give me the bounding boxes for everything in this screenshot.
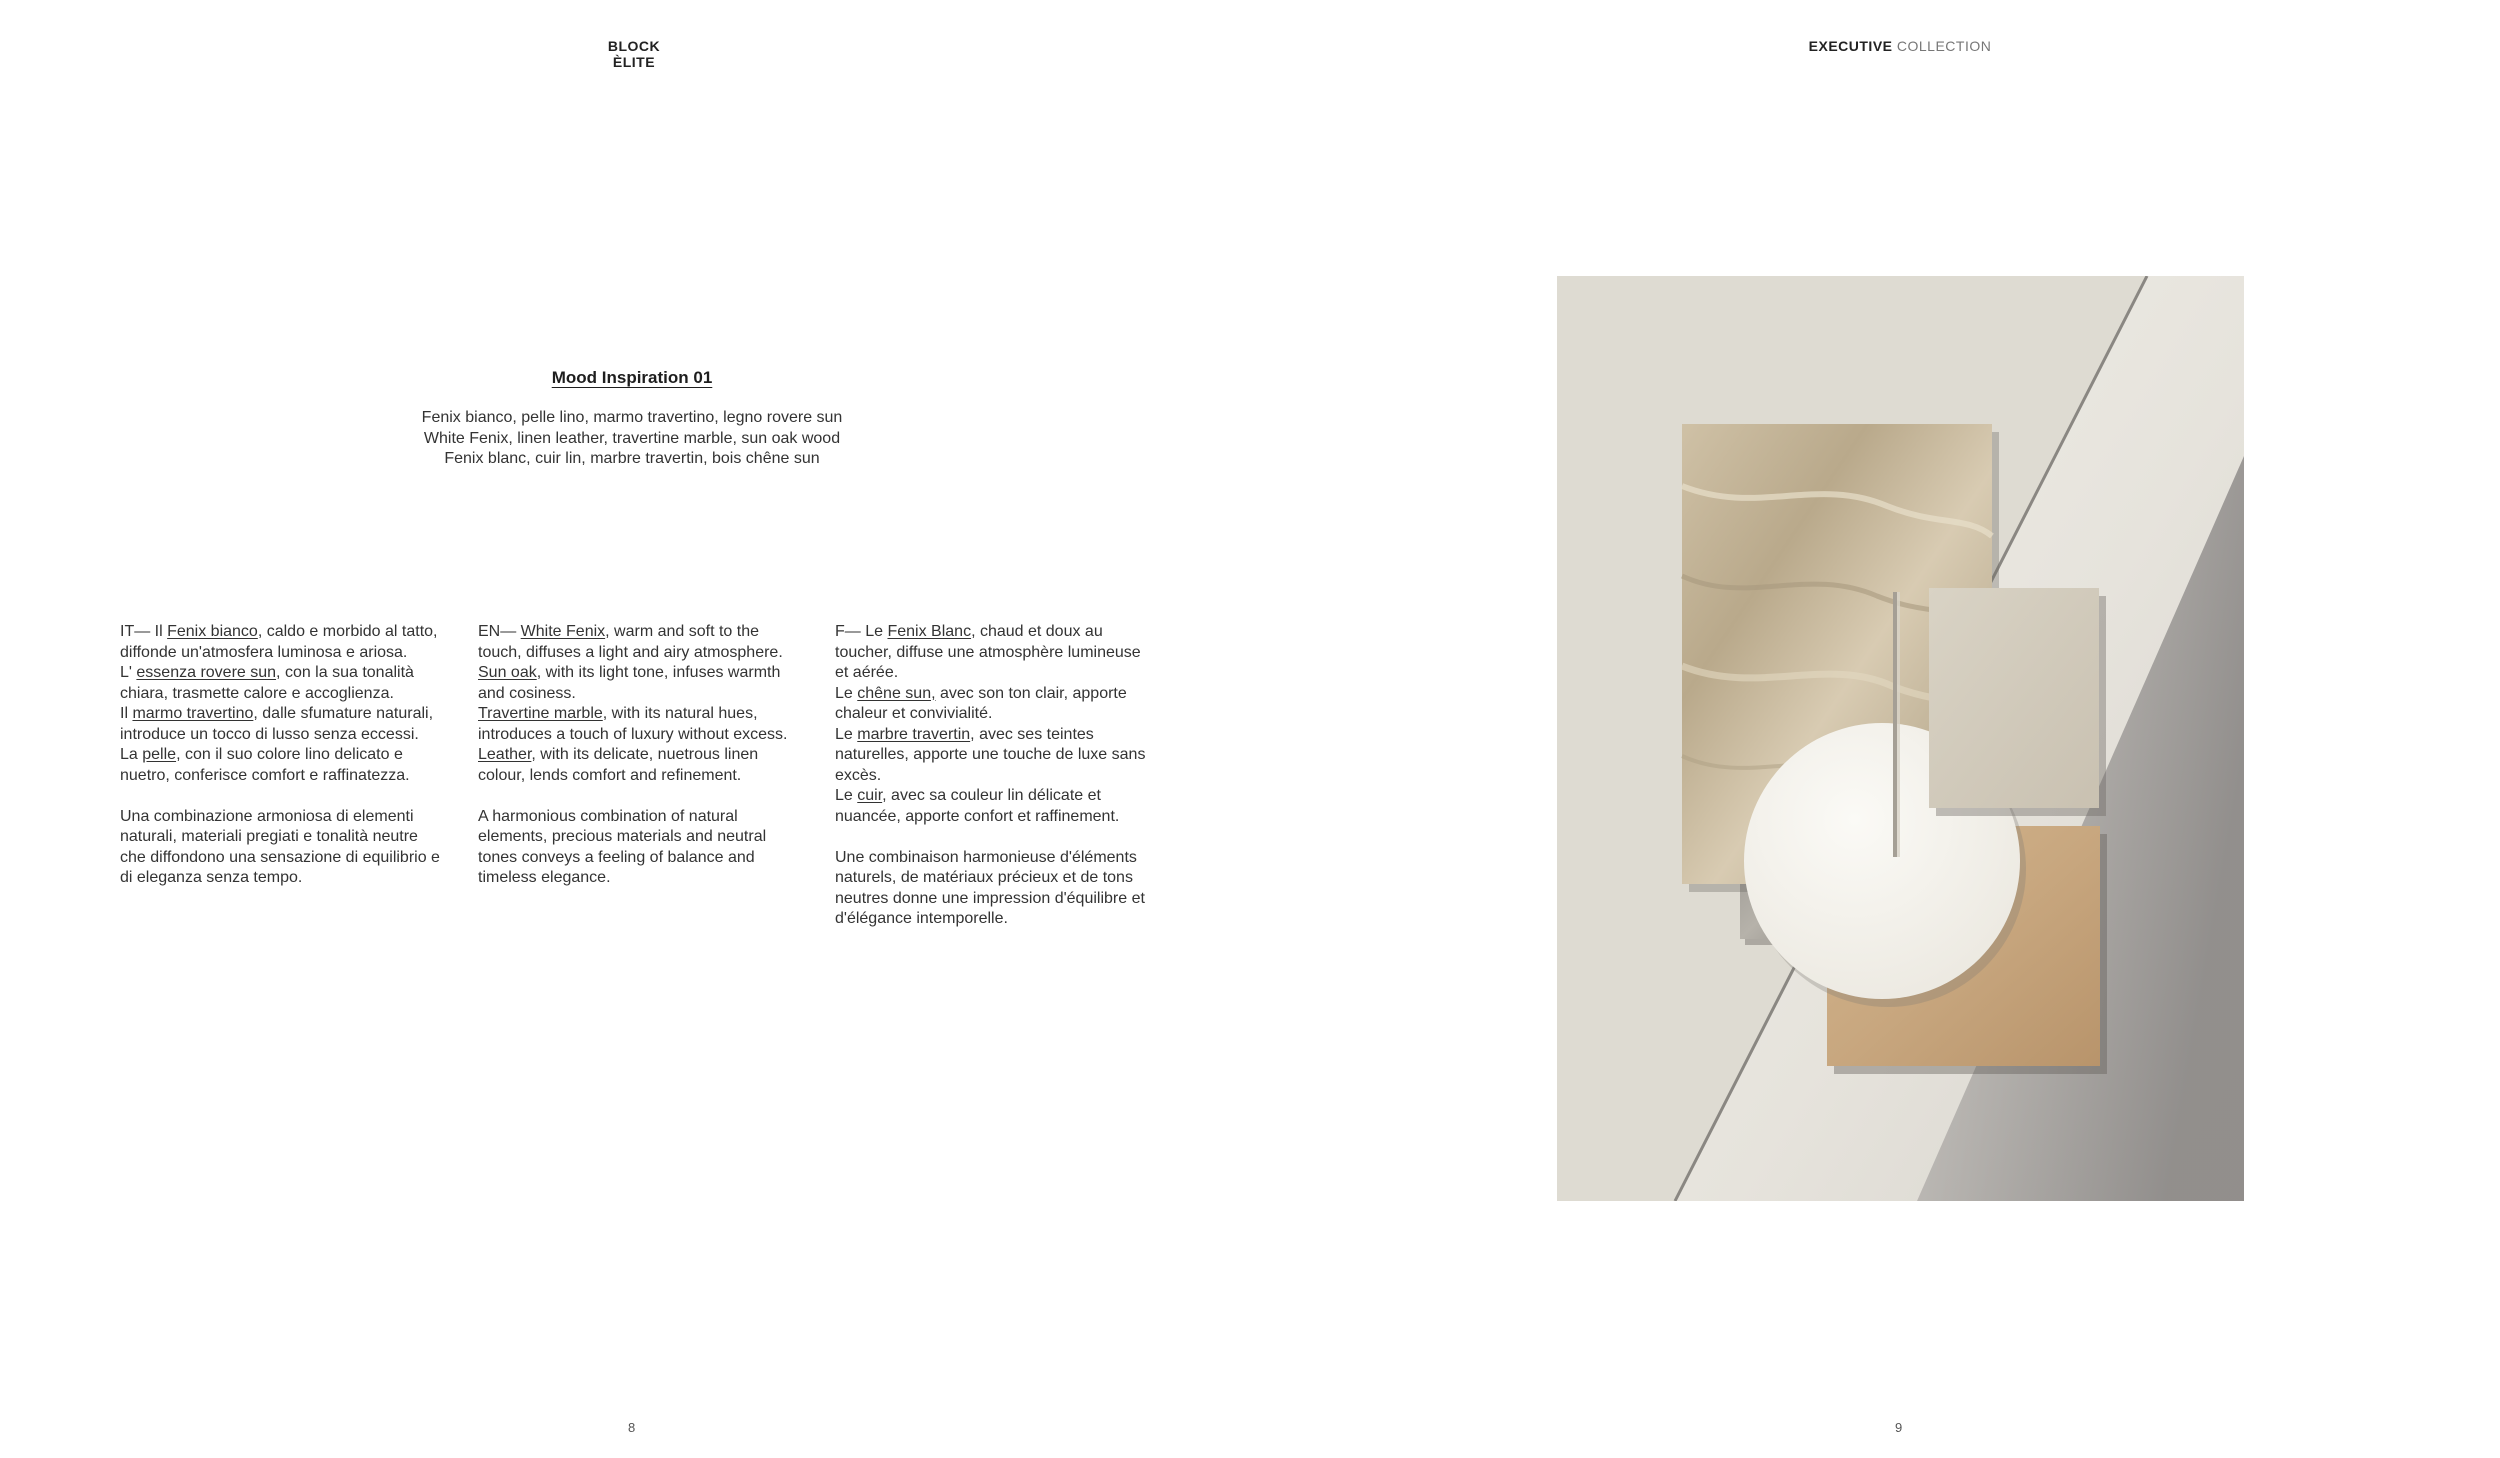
column-french xyxy=(835,622,1155,930)
collection-name-bold: EXECUTIVE xyxy=(1808,38,1893,54)
mood-line-en: White Fenix, linen leather, travertine marble, sun oak wood xyxy=(423,429,841,447)
fr-text: , avec ses teintes naturelles, apporte une touche de luxe sans excès. xyxy=(835,725,1146,784)
it-material-link: Fenix bianco xyxy=(167,623,258,640)
en-text: EN— xyxy=(478,623,521,640)
page-number-right: 9 xyxy=(1895,1420,1903,1435)
metal-rod xyxy=(1893,592,1897,857)
column-english xyxy=(478,622,798,889)
fr-text: Le xyxy=(835,725,858,743)
it-text: , caldo e morbido al tatto, diffonde un'atmosfera luminosa e ariosa. xyxy=(120,623,438,661)
fr-material-link: chêne sun, xyxy=(857,684,936,702)
fr-text: Le xyxy=(835,787,858,804)
en-material-link: Travertine marble xyxy=(478,705,603,722)
fr-material-link: Fenix Blanc xyxy=(887,623,972,640)
it-text: L' xyxy=(120,664,137,681)
it-text: IT— Il xyxy=(120,623,168,640)
en-text: , with its natural hues, introduces a touch of luxury without excess. xyxy=(478,705,788,743)
column-italian xyxy=(120,622,440,889)
it-text: , con la sua tonalità chiara, trasmette calore e accoglienza. xyxy=(120,664,414,702)
it-text: , con il suo colore lino delicato e nuetro, conferisce comfort e raffinatezza. xyxy=(120,746,410,784)
mood-materials-list xyxy=(380,408,884,470)
mood-title-text: Mood Inspiration 01 xyxy=(551,368,713,387)
fr-paragraph-2: Une combinaison harmonieuse d'éléments naturels, de matériaux précieux et de tons neutres donne une impression d'équilibre et d'élégance intemporelle. xyxy=(835,848,1145,927)
it-text: , dalle sfumature naturali, introduce un tocco di lusso senza eccessi. xyxy=(120,705,434,743)
it-text: La xyxy=(120,746,143,763)
it-material-link: pelle xyxy=(142,746,177,763)
mood-board-illustration xyxy=(1557,276,2244,1201)
en-paragraph-2: A harmonious combination of natural elements, precious materials and neutral tones conveys a feeling of balance and timeless elegance. xyxy=(478,807,767,886)
fr-text: avec son ton clair, apporte chaleur et convivialité. xyxy=(835,684,1127,722)
it-paragraph-2: Una combinazione armoniosa di elementi naturali, materiali pregiati e tonalità neutre che diffondono una sensazione di equilibrio e di eleganza senza tempo. xyxy=(120,807,440,886)
it-paragraph-1 xyxy=(120,622,440,786)
en-material-link: Leather xyxy=(478,746,532,763)
fr-material-link: marbre travertin xyxy=(857,725,971,743)
collection-name-light: COLLECTION xyxy=(1896,38,1992,54)
linen-leather-swatch xyxy=(1929,588,2099,808)
fr-material-link: cuir xyxy=(857,787,883,804)
fr-text: , avec sa couleur lin délicate et nuancée, apporte confort et raffinement. xyxy=(835,787,1120,825)
en-paragraph-1 xyxy=(478,622,798,786)
page-number-left: 8 xyxy=(628,1420,636,1435)
fr-text: F— Le xyxy=(835,623,888,640)
mood-line-it: Fenix bianco, pelle lino, marmo travertino, legno rovere sun xyxy=(421,409,843,426)
it-text: Il xyxy=(120,705,133,722)
brand-name: BLOCK ÈLITE xyxy=(607,38,661,70)
mood-title xyxy=(440,368,824,388)
en-material-link: White Fenix xyxy=(520,623,606,640)
it-material-link: essenza rovere sun xyxy=(136,664,277,681)
en-text: , with its delicate, nuetrous linen colour, lends comfort and refinement. xyxy=(478,746,759,784)
it-material-link: marmo travertino xyxy=(132,705,254,722)
mood-board-image xyxy=(1557,276,2244,1201)
fr-text: Le xyxy=(835,684,858,702)
mood-line-fr: Fenix blanc, cuir lin, marbre travertin, bois chêne sun xyxy=(444,450,820,467)
en-text: , warm and soft to the touch, diffuses a light and airy atmosphere. xyxy=(478,623,783,661)
fr-text: , chaud et doux au toucher, diffuse une atmosphère lumineuse et aérée. xyxy=(835,623,1141,681)
en-text: , with its light tone, infuses warmth and cosiness. xyxy=(478,664,781,702)
fr-paragraph-1 xyxy=(835,622,1155,827)
left-page-header xyxy=(594,38,674,70)
right-page-header xyxy=(1790,38,2010,54)
en-material-link: Sun oak xyxy=(478,664,537,681)
